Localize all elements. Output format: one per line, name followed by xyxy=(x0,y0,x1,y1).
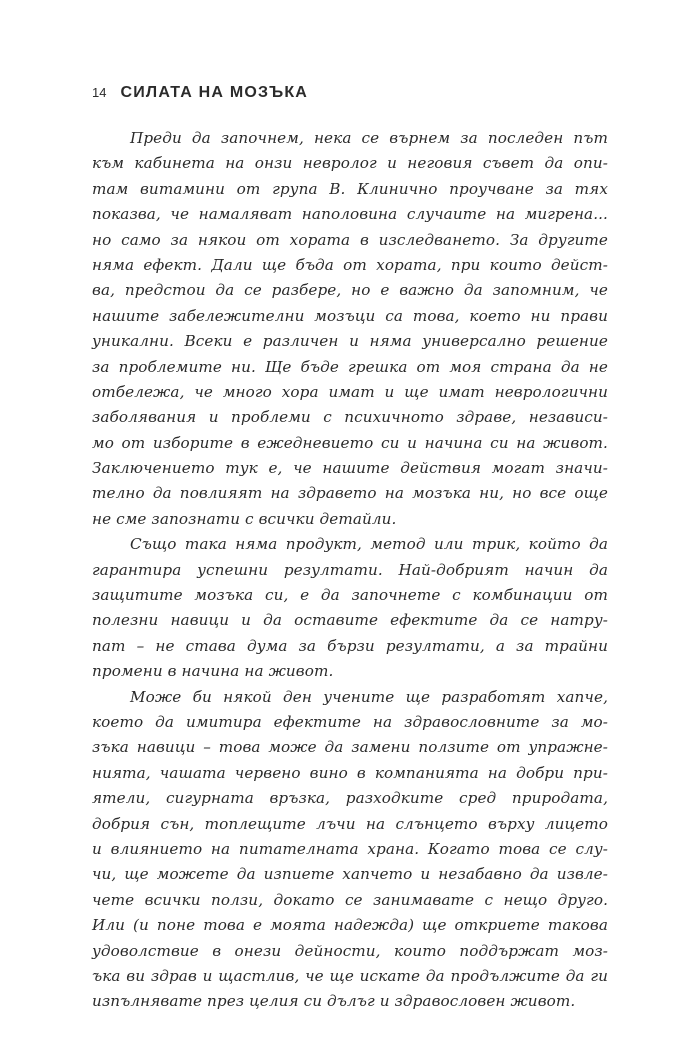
book-title: СИЛАТА НА МОЗЪКА xyxy=(120,84,309,101)
page-number: 14 xyxy=(92,85,107,100)
text-line: Заключението тук е, че нашите действия могат значи- xyxy=(92,459,608,478)
text-line: отбележа, че много хора имат и ще имат неврологични xyxy=(92,382,608,401)
text-line: удоволствие в онези дейности, които поддържат моз- xyxy=(92,941,608,960)
text-line: полезни навици и да оставите ефектите да се натру- xyxy=(92,611,608,630)
text-line: изпълнявате през целия си дълъг и здравословен живот. xyxy=(92,992,576,1011)
text-line: мо от изборите в ежедневието си и начина си на живот. xyxy=(92,433,608,452)
text-line: към кабинета на онзи невролог и неговия съвет да опи- xyxy=(92,154,608,173)
text-line: промени в начина на живот. xyxy=(92,662,334,681)
text-line: уникални. Всеки е различен и няма универсално решение xyxy=(92,332,608,351)
running-head xyxy=(92,84,308,106)
text-line: ва, предстои да се разбере, но е важно да запомним, че xyxy=(92,281,608,300)
text-line: гарантира успешни резултати. Най-добрият начин да xyxy=(92,560,608,579)
text-line: Също така няма продукт, метод или трик, който да xyxy=(130,535,608,554)
text-line: Или (и поне това е моята надежда) ще откриете такова xyxy=(92,916,608,935)
text-line: Преди да започнем, нека се върнем за последен път xyxy=(130,129,608,147)
text-line: чи, ще можете да изпиете хапчето и незабавно да извле- xyxy=(92,865,608,884)
text-line: Може би някой ден учените ще разработят хапче, xyxy=(130,687,608,706)
text-line: няма ефект. Дали ще бъда от хората, при които дейст- xyxy=(92,255,608,274)
body-text xyxy=(92,126,608,1015)
text-line: за проблемите ни. Ще бъде грешка от моя страна да не xyxy=(92,357,608,376)
text-line: но само за някои от хората в изследването. За другите xyxy=(92,230,608,249)
text-line: чете всички ползи, докато се занимавате с нещо друго. xyxy=(92,890,608,909)
text-line: показва, че намаляват наполовина случаите на мигрена... xyxy=(92,205,608,224)
text-line: нията, чашата червено вино в компанията на добри при- xyxy=(92,763,608,782)
text-line: защитите мозъка си, е да започнете с комбинации от xyxy=(92,586,608,605)
text-line: телно да повлияят на здравето на мозъка ни, но все още xyxy=(92,484,608,503)
text-line: заболявания и проблеми с психичното здраве, независи- xyxy=(92,408,608,427)
text-line: не сме запознати с всички детайли. xyxy=(92,509,397,528)
text-line: ъка ви здрав и щастлив, че ще искате да продължите да ги xyxy=(92,966,608,985)
paragraph xyxy=(92,685,608,1015)
paragraph xyxy=(92,532,608,684)
text-line: добрия сън, топлещите лъчи на слънцето върху лицето xyxy=(92,814,608,833)
text-line: което да имитира ефектите на здравословните за мо- xyxy=(92,712,608,731)
text-line: и влиянието на питателната храна. Когато това се слу- xyxy=(92,839,608,858)
paragraph xyxy=(92,126,608,532)
text-line: пат – не става дума за бързи резултати, а за трайни xyxy=(92,636,608,655)
text-line: зъка навици – това може да замени ползите от упражне- xyxy=(92,738,608,757)
text-line: нашите забележителни мозъци са това, което ни прави xyxy=(92,306,608,325)
text-line: там витамини от група B. Клинично проучване за тях xyxy=(92,179,608,198)
text-line: ятели, сигурната връзка, разходките сред природата, xyxy=(92,789,608,808)
